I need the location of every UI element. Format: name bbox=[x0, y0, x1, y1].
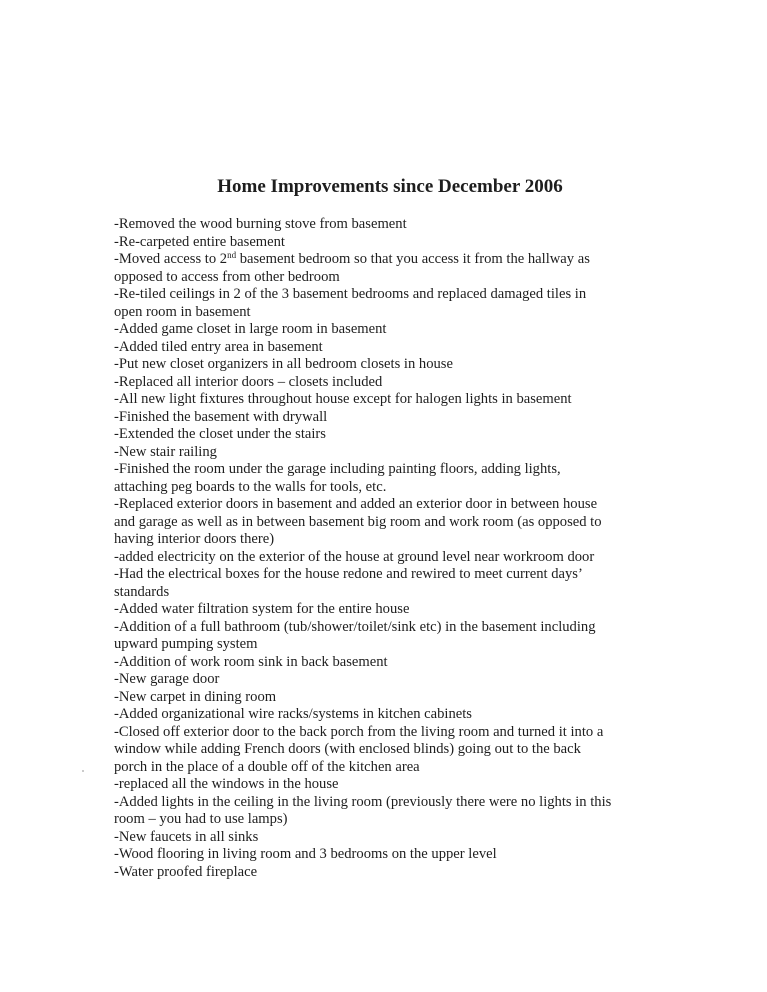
list-item bbox=[114, 426, 666, 444]
list-item-line: -Added organizational wire racks/systems in kitchen cabinets bbox=[114, 706, 472, 722]
list-item bbox=[114, 671, 666, 689]
list-item-line: -Re-carpeted entire basement bbox=[114, 233, 285, 250]
list-item-line: -replaced all the windows in the house bbox=[114, 776, 339, 792]
list-item-line: -Replaced exterior doors in basement and added an exterior door in between house bbox=[114, 496, 598, 512]
list-item-line: -Re-tiled ceilings in 2 of the 3 basement bedrooms and replaced damaged tiles in bbox=[114, 286, 587, 302]
list-item bbox=[114, 846, 666, 864]
list-item-line bbox=[114, 251, 666, 269]
list-item-line: room – you had to use lamps) bbox=[114, 811, 288, 827]
list-item-line: -Added game closet in large room in basement bbox=[114, 321, 387, 337]
list-item bbox=[114, 794, 666, 829]
list-item bbox=[114, 339, 666, 357]
list-item-line: opposed to access from other bedroom bbox=[114, 268, 340, 285]
list-item bbox=[114, 321, 666, 339]
list-item-line: -Added water filtration system for the entire house bbox=[114, 601, 410, 617]
list-item-line: -All new light fixtures throughout house except for halogen lights in basement bbox=[114, 391, 572, 407]
list-item-line: window while adding French doors (with enclosed blinds) going out to the back bbox=[114, 741, 581, 757]
list-item-line: -Extended the closet under the stairs bbox=[114, 426, 326, 442]
list-item-line: standards bbox=[114, 583, 170, 600]
list-item bbox=[114, 706, 666, 724]
list-item-line: attaching peg boards to the walls for tools, etc. bbox=[114, 478, 387, 495]
ordinal-suffix: nd bbox=[227, 250, 237, 260]
improvement-list bbox=[114, 216, 666, 881]
scan-speck bbox=[82, 770, 84, 772]
list-item bbox=[114, 496, 666, 549]
list-item-line: -Addition of a full bathroom (tub/shower/toilet/sink etc) in the basement including bbox=[114, 618, 596, 635]
list-item bbox=[114, 601, 666, 619]
document-title: Home Improvements since December 2006 bbox=[217, 176, 563, 197]
list-item-line: open room in basement bbox=[114, 303, 251, 320]
list-item-line: -Added lights in the ceiling in the living room (previously there were no lights in this bbox=[114, 793, 612, 810]
list-item bbox=[114, 776, 666, 794]
list-item bbox=[114, 444, 666, 462]
list-item bbox=[114, 829, 666, 847]
list-item-line: and garage as well as in between basement big room and work room (as opposed to bbox=[114, 513, 602, 530]
list-item-line: -Had the electrical boxes for the house redone and rewired to meet current days’ bbox=[114, 566, 583, 582]
list-item-line: -Put new closet organizers in all bedroom closets in house bbox=[114, 356, 453, 372]
list-item-line: -New faucets in all sinks bbox=[114, 828, 259, 845]
list-item-text: basement bedroom so that you access it from the hallway as bbox=[236, 251, 590, 267]
list-item bbox=[114, 286, 666, 321]
list-item-line: -Water proofed fireplace bbox=[114, 863, 258, 880]
list-item bbox=[114, 461, 666, 496]
list-item-line: upward pumping system bbox=[114, 636, 258, 652]
list-item-line: porch in the place of a double off of the kitchen area bbox=[114, 758, 420, 775]
list-item bbox=[114, 724, 666, 777]
list-item-line: -Finished the room under the garage including painting floors, adding lights, bbox=[114, 461, 561, 477]
list-item bbox=[114, 566, 666, 601]
list-item-line: -Addition of work room sink in back basement bbox=[114, 653, 388, 670]
list-item-line: -Replaced all interior doors – closets included bbox=[114, 373, 383, 390]
list-item bbox=[114, 409, 666, 427]
list-item bbox=[114, 689, 666, 707]
list-item-line: -New garage door bbox=[114, 671, 220, 687]
list-item bbox=[114, 391, 666, 409]
list-item bbox=[114, 216, 666, 234]
list-item-line: -Added tiled entry area in basement bbox=[114, 338, 323, 355]
list-item bbox=[114, 619, 666, 654]
list-item-line: -New stair railing bbox=[114, 443, 217, 460]
list-item-line: having interior doors there) bbox=[114, 531, 275, 547]
list-item bbox=[114, 374, 666, 392]
list-item-text: -Moved access to 2 bbox=[114, 251, 228, 267]
list-item bbox=[114, 549, 666, 567]
list-item bbox=[114, 864, 666, 882]
list-item bbox=[114, 356, 666, 374]
list-item-line: -Finished the basement with drywall bbox=[114, 408, 328, 425]
list-item bbox=[114, 234, 666, 252]
list-item-line: -Closed off exterior door to the back porch from the living room and turned it into a bbox=[114, 723, 604, 740]
list-item bbox=[114, 654, 666, 672]
list-item bbox=[114, 251, 666, 286]
list-item-line: -Removed the wood burning stove from basement bbox=[114, 216, 407, 232]
list-item-line: -Wood flooring in living room and 3 bedrooms on the upper level bbox=[114, 846, 497, 862]
list-item-line: -added electricity on the exterior of the house at ground level near workroom door bbox=[114, 548, 595, 565]
list-item-line: -New carpet in dining room bbox=[114, 688, 277, 705]
